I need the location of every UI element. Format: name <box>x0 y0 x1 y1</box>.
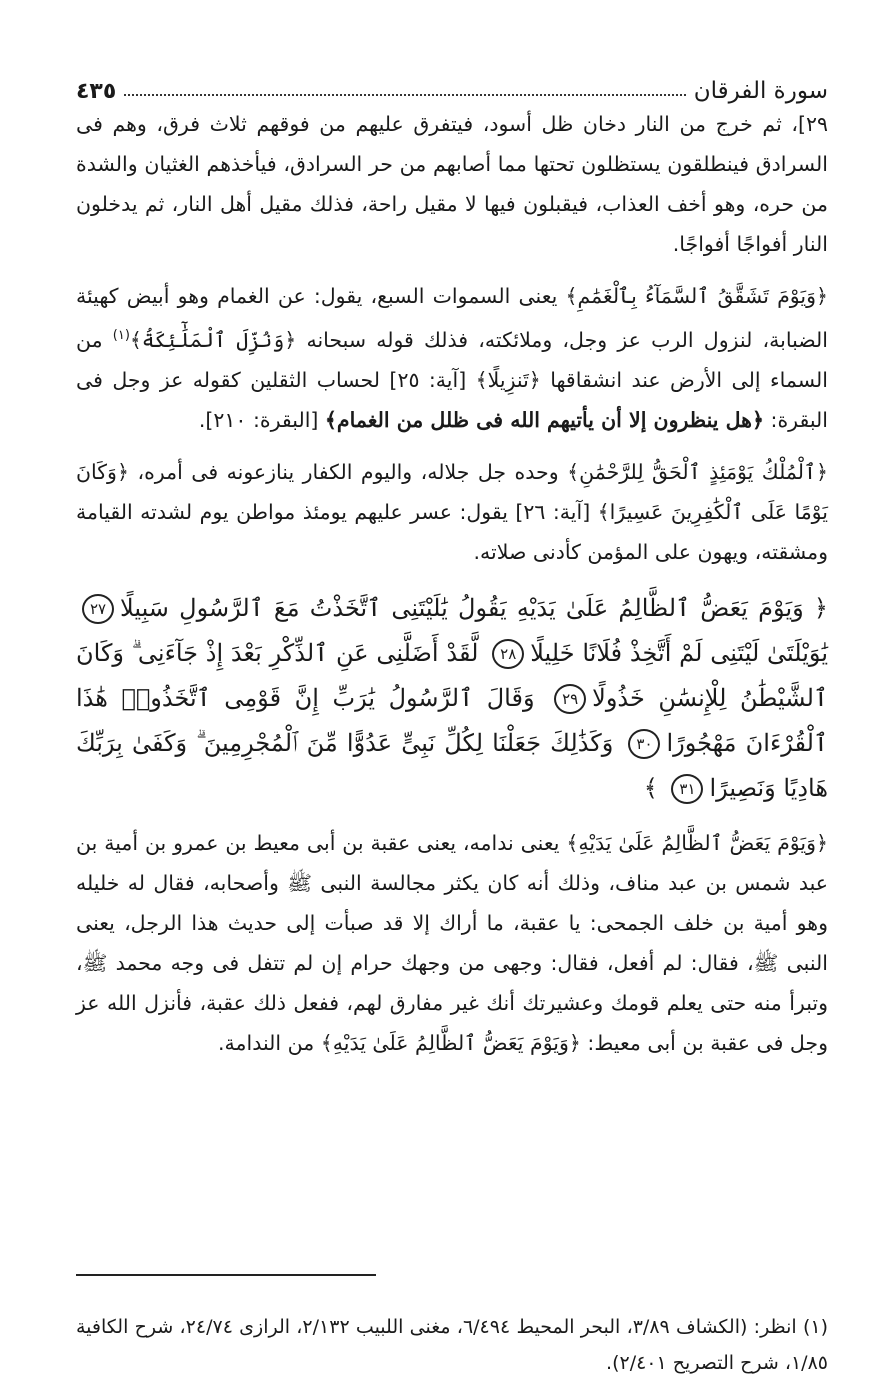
quran-quote: ﴿وَنُزِّلَ ٱلْمَلَٰٓئِكَةُ﴾ <box>129 327 297 352</box>
quran-quote-bold: ﴿هل ينظرون إلا أن يأتيهم الله فى ظلل من الغمام﴾ <box>324 407 765 432</box>
quran-quote: ﴿وَكَانَ يَوْمًا عَلَى ٱلْكَٰفِرِينَ عَسِيرًا﴾ <box>76 459 828 524</box>
verse-text: يَٰوَيْلَتَىٰ لَيْتَنِى لَمْ أَتَّخِذْ فُلَانًا خَلِيلًا <box>530 638 828 667</box>
quran-quote: ﴿وَيَوْمَ تَشَقَّقُ ٱلسَّمَآءُ بِٱلْغَمَٰمِ﴾ <box>565 284 828 308</box>
verse-text: وَكَذَٰلِكَ جَعَلْنَا لِكُلِّ نَبِىٍّ عَدُوًّا مِّنَ ٱلْمُجْرِمِينَ ۗ وَكَفَىٰ بِرَبِّكَ هَادِيًا وَنَصِيرًا <box>76 728 828 802</box>
page-number: ٤٣٥ <box>76 79 117 104</box>
paragraph-1: ٢٩]، ثم خرج من النار دخان ظل أسود، فيتفرق عليهم من فوقهم ثلاث فرق، وهم فى السرادق فينطلقون يستظلون تحتها مما أصابهم من حر السرادق، فيأخذهم الغثيان والشدة من حره، وهو أخف العذاب، فيقبلون فيها لا مقيل راحة، فذلك مقيل أهل النار، ثم يدخلون النار أفواجًا أفواجًا. <box>76 112 828 256</box>
ayah-number-marker: ٢٩ <box>554 684 586 714</box>
verse-text: ﴿ وَيَوْمَ يَعَضُّ ٱلظَّالِمُ عَلَىٰ يَدَيْهِ يَقُولُ يَٰلَيْتَنِى ٱتَّخَذْتُ مَعَ ٱلرَّسُولِ سَبِيلًا <box>120 593 828 622</box>
paragraph-text: [آية: ٢٥] لحساب الثقلين كقوله عز وجل فى البقرة: <box>76 367 828 432</box>
quran-quote: ﴿ٱلْمُلْكُ يَوْمَئِذٍ ٱلْحَقُّ لِلرَّحْمَٰنِ﴾ <box>567 459 828 484</box>
header-dotted-leader <box>124 94 685 96</box>
paragraph-2 <box>76 276 828 440</box>
footnote: (١) انظر: (الكشاف ٣/٨٩، البحر المحيط ٦/٤٩٤، مغنى اللبيب ٢/١٣٢، الرازى ٢٤/٧٤، شرح الكافية ١/٨٥، شرح التصريح ٢/٤٠١). <box>76 1316 829 1374</box>
quran-quote: ﴿وَيَوْمَ يَعَضُّ ٱلظَّالِمُ عَلَىٰ يَدَيْهِ﴾ <box>320 1030 581 1055</box>
ayah-number-marker: ٣٠ <box>628 729 660 759</box>
quran-quote: ﴿وَيَوْمَ يَعَضُّ ٱلظَّالِمُ عَلَىٰ يَدَيْهِ﴾ <box>566 830 828 855</box>
paragraph-text: يعنى السموات السبع، يقول: عن الغمام وهو أبيض كهيئة الضبابة، لنزول الرب عز وجل، وملائكته، فذلك قوله سبحانه <box>76 284 829 352</box>
footnote-reference: (١) <box>112 328 130 343</box>
quran-quote: ﴿تَنزِيلًا﴾ <box>475 367 541 392</box>
paragraph-text: يعنى ندامه، يعنى عقبة بن أبى معيط بن عمرو بن أمية بن عبد شمس بن عبد مناف، وذلك أنه كان يكثر مجالسة النبى ﷺ وأصحابه، فقال له خليله وهو أمية بن خلف الجمحى: يا عقبة، ما أراك إلا قد صبأت إلى حديث هذا الرجل، يعنى النبى ﷺ، فقال: لم أفعل، فقال: وجهى من وجهك حرام إن لم تتفل فى وجه محمد ﷺ، وتبرأ منه حتى يعلم قومك وعشيرتك أنك غير مفارق لهم، ففعل ذلك عقبة، فأنزل الله عز وجل فى عقبة بن أبى معيط: <box>76 830 828 1055</box>
paragraph-4 <box>76 823 828 1063</box>
verse-close-bracket: ﴾ <box>643 773 658 802</box>
ayah-number-marker: ٣١ <box>671 774 703 804</box>
paragraph-text: [البقرة: ٢١٠]. <box>198 407 325 432</box>
page-body <box>76 70 828 1063</box>
paragraph-text: وحده جل جلاله، واليوم الكفار ينازعونه فى أمره، <box>128 459 568 484</box>
verse-text: لَّقَدْ أَضَلَّنِى عَنِ ٱلذِّكْرِ بَعْدَ إِذْ جَآءَنِى ۗ وَكَانَ ٱلشَّيْطَٰنُ لِلْإِنسَٰنِ خَذُولًا <box>76 638 828 712</box>
footnote-separator <box>76 1274 376 1276</box>
ayah-number-marker: ٢٨ <box>492 639 524 669</box>
verse-text: وَقَالَ ٱلرَّسُولُ يَٰرَبِّ إِنَّ قَوْمِى ٱتَّخَذُوا۟ هَٰذَا ٱلْقُرْءَانَ مَهْجُورًا <box>76 683 828 757</box>
paragraph-text: من الندامة. <box>218 1030 321 1055</box>
surah-title: سورة الفرقان <box>693 78 828 104</box>
paragraph-3 <box>76 452 828 572</box>
paragraph-text: من السماء إلى الأرض عند انشقاقها <box>76 327 828 392</box>
running-header <box>76 70 828 104</box>
quran-verses-block <box>76 586 828 811</box>
ayah-number-marker: ٢٧ <box>82 594 114 624</box>
paragraph-text: [آية: ٢٦] يقول: عسر عليهم يومئذ مواطن يوم لشدته القيامة ومشقته، ويهون على المؤمن كأدنى صلاته. <box>76 499 828 564</box>
